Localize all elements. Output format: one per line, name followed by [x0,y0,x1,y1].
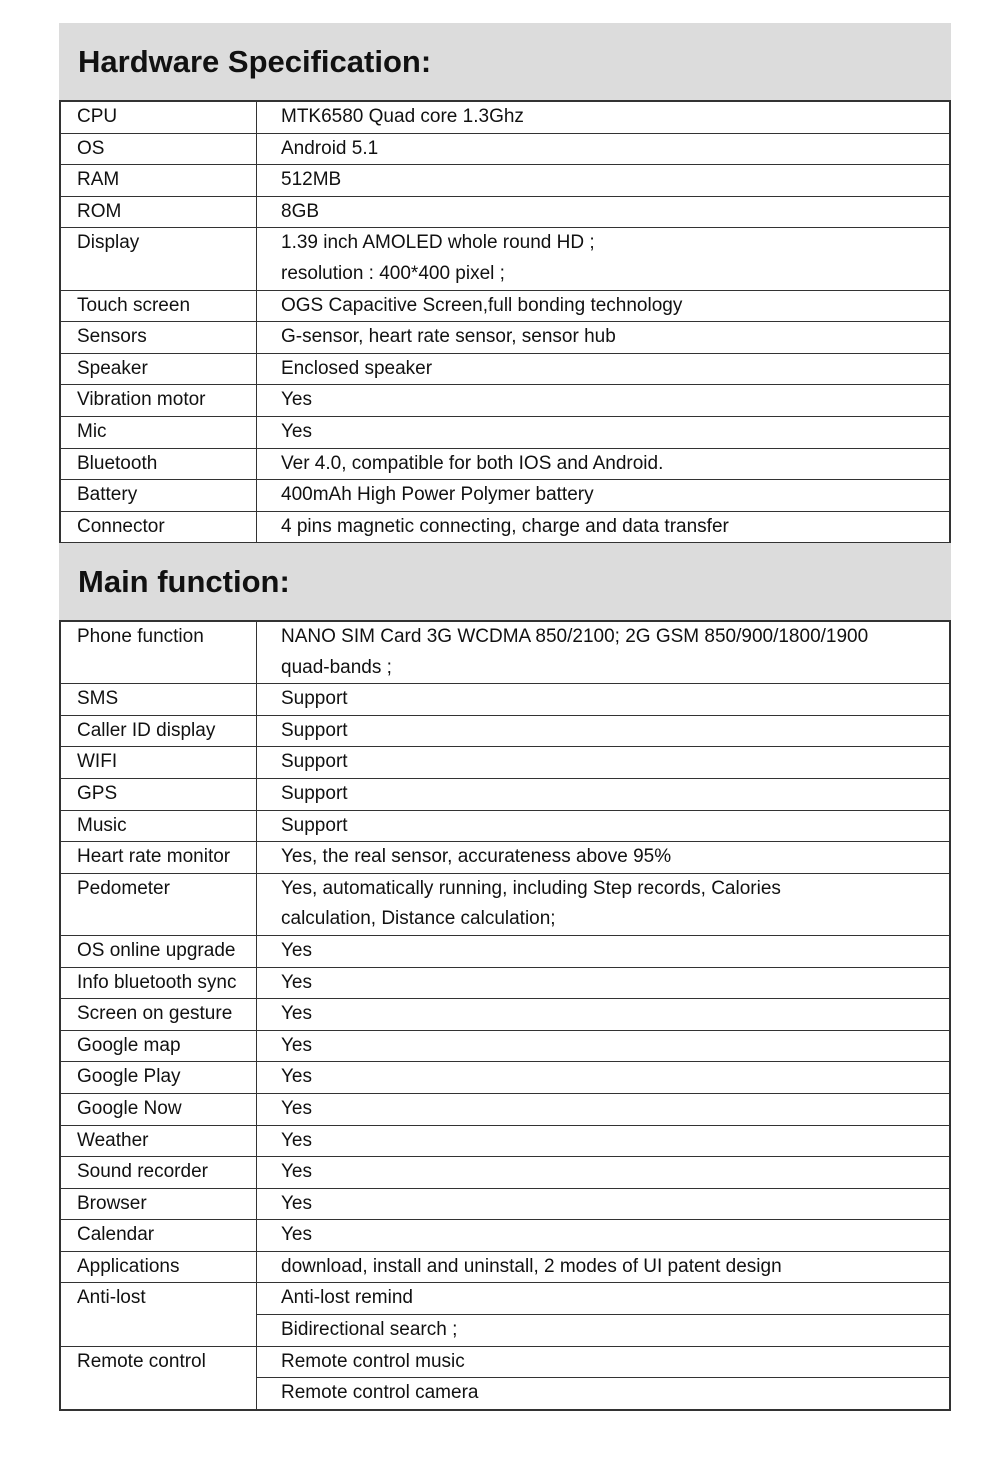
table-row [61,622,949,683]
spec-value: 400mAh High Power Polymer battery [281,484,594,506]
hardware-table [59,100,951,544]
table-row [61,353,949,385]
spec-value: MTK6580 Quad core 1.3Ghz [281,106,524,127]
spec-value: Yes [281,1224,312,1246]
spec-value: Support [281,688,348,710]
spec-label: Phone function [61,622,257,683]
table-row [61,873,949,935]
spec-label: Anti-lost [61,1283,257,1345]
spec-label: Display [61,228,257,289]
table-row [61,841,949,873]
spec-value: resolution : 400*400 pixel ; [281,262,505,284]
spec-value: Yes [281,939,312,961]
spec-value: Anti-lost remind [281,1287,413,1309]
spec-label: Info bluetooth sync [61,968,257,999]
spec-label: Sensors [61,322,257,353]
spec-label: Sound recorder [61,1157,257,1188]
spec-value: Enclosed speaker [281,357,433,379]
spec-values [257,1126,949,1157]
spec-values [257,354,949,385]
table-row [61,1219,949,1251]
table-row [61,164,949,196]
table-row [61,227,949,289]
spec-value: calculation, Distance calculation; [281,908,556,930]
spec-values [257,936,949,967]
spec-value: 512MB [281,169,342,191]
spec-value: Ver 4.0, compatible for both IOS and Android. [281,452,664,474]
spec-values [257,322,949,353]
table-row [61,1030,949,1062]
spec-values [257,134,949,165]
spec-label: OS [61,134,257,165]
table-row [61,1093,949,1125]
spec-value: 8GB [281,200,320,222]
spec-label: Mic [61,417,257,448]
spec-label: Pedometer [61,874,257,935]
spec-value: Yes [281,1003,312,1025]
spec-values [257,747,949,778]
table-row [61,416,949,448]
spec-values [257,417,949,448]
spec-label: Google Play [61,1062,257,1093]
spec-value: 1.39 inch AMOLED whole round HD ; [281,232,595,254]
spec-value: Android 5.1 [281,137,379,159]
spec-label: Caller ID display [61,716,257,747]
table-row [61,102,949,133]
spec-values [257,1094,949,1125]
spec-label: Google map [61,1031,257,1062]
table-row [61,448,949,480]
table-row [61,1346,949,1409]
spec-value: download, install and uninstall, 2 modes of UI patent design [281,1255,782,1277]
spec-label: Weather [61,1126,257,1157]
table-row [61,683,949,715]
spec-value: Support [281,782,348,804]
spec-value: Support [281,814,348,836]
spec-value: Support [281,751,348,773]
spec-label: Google Now [61,1094,257,1125]
hardware-section [59,23,951,544]
spec-values [257,165,949,196]
table-row [61,1282,949,1345]
spec-values [257,622,949,683]
spec-values [257,291,949,322]
table-row [61,810,949,842]
table-row [61,1251,949,1283]
spec-value: Yes [281,1192,312,1214]
table-row [61,321,949,353]
spec-label: Calendar [61,1220,257,1251]
spec-value: Yes [281,420,312,442]
main-function-section [59,543,951,1411]
spec-label: SMS [61,684,257,715]
spec-label: Applications [61,1252,257,1283]
spec-value: Yes [281,1129,312,1151]
table-row [61,384,949,416]
table-row [61,715,949,747]
spec-value: Yes [281,1034,312,1056]
spec-values [257,842,949,873]
table-row [61,196,949,228]
spec-values [257,968,949,999]
table-row [61,511,949,543]
spec-value: quad-bands ; [281,656,392,678]
spec-label: Heart rate monitor [61,842,257,873]
section-title: Main function: [59,543,951,620]
spec-value: G-sensor, heart rate sensor, sensor hub [281,326,616,348]
spec-label: CPU [61,102,257,133]
spec-value: Remote control camera [257,1377,949,1409]
spec-label: Vibration motor [61,385,257,416]
spec-label: Remote control [61,1347,257,1409]
spec-values [257,228,949,289]
spec-label: Touch screen [61,291,257,322]
main-function-table [59,620,951,1411]
spec-values [257,512,949,543]
spec-values [257,1189,949,1220]
table-row [61,967,949,999]
spec-values [257,1283,949,1345]
spec-value: Support [281,719,348,741]
spec-value: 4 pins magnetic connecting, charge and data transfer [281,515,729,537]
spec-values [257,1031,949,1062]
table-row [61,1061,949,1093]
spec-value: Yes, automatically running, including Step records, Calories [281,877,781,899]
table-row [61,133,949,165]
spec-values [257,779,949,810]
table-row [61,290,949,322]
section-title: Hardware Specification: [59,23,951,100]
table-row [61,778,949,810]
spec-value: Remote control music [281,1350,465,1372]
spec-value: Bidirectional search ; [257,1314,949,1346]
spec-values [257,716,949,747]
spec-values [257,999,949,1030]
spec-values [257,1220,949,1251]
spec-values [257,874,949,935]
spec-label: Bluetooth [61,449,257,480]
spec-values [257,480,949,511]
spec-label: GPS [61,779,257,810]
spec-values [257,197,949,228]
spec-values [257,449,949,480]
spec-label: Speaker [61,354,257,385]
spec-value: NANO SIM Card 3G WCDMA 850/2100; 2G GSM 850/900/1800/1900 [281,626,869,647]
spec-label: OS online upgrade [61,936,257,967]
table-row [61,1188,949,1220]
spec-label: ROM [61,197,257,228]
spec-values [257,102,949,133]
table-row [61,1125,949,1157]
spec-label: Browser [61,1189,257,1220]
spec-values [257,811,949,842]
table-row [61,746,949,778]
table-row [61,998,949,1030]
spec-values [257,684,949,715]
spec-value: OGS Capacitive Screen,full bonding technology [281,294,683,316]
spec-values [257,1252,949,1283]
spec-value: Yes [281,1066,312,1088]
table-row [61,935,949,967]
spec-label: Music [61,811,257,842]
spec-value: Yes [281,1161,312,1183]
spec-values [257,385,949,416]
spec-label: Screen on gesture [61,999,257,1030]
table-row [61,479,949,511]
spec-value: Yes [281,1097,312,1119]
spec-values [257,1347,949,1409]
spec-label: RAM [61,165,257,196]
spec-label: WIFI [61,747,257,778]
spec-value: Yes [281,971,312,993]
table-row [61,1156,949,1188]
spec-values [257,1062,949,1093]
spec-value: Yes, the real sensor, accurateness above 95% [281,846,672,868]
spec-values [257,1157,949,1188]
spec-label: Battery [61,480,257,511]
spec-value: Yes [281,389,312,411]
spec-label: Connector [61,512,257,543]
